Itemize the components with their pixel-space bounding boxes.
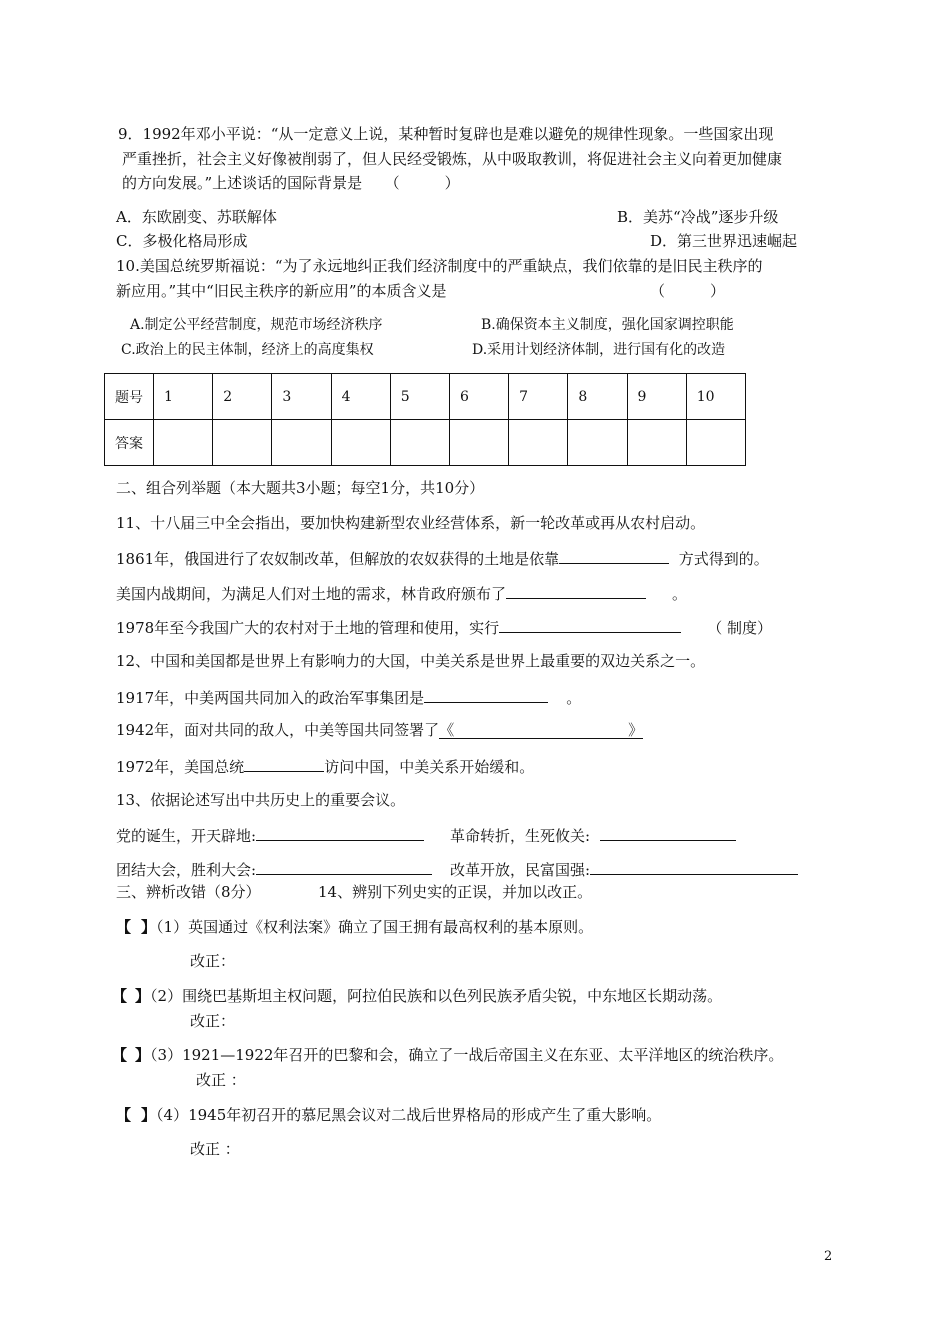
table-number-cell: 8 xyxy=(568,374,627,420)
q13d-blank[interactable] xyxy=(590,858,798,875)
answer-bracket-close: 】 xyxy=(141,1106,157,1124)
q14-item-4 xyxy=(116,1105,661,1125)
q12a-text: 1917年，中美两国共同加入的政治军事集团是 xyxy=(116,689,425,707)
q10-option-c: C.政治上的民主体制，经济上的高度集权 xyxy=(121,342,374,358)
table-number-cell: 2 xyxy=(213,374,272,420)
q14-statement-2: （2）围绕巴基斯坦主权问题，阿拉伯民族和以色列民族矛盾尖锐，中东地区长期动荡。 xyxy=(150,987,723,1005)
q9-option-d: D．第三世界迅速崛起 xyxy=(650,232,798,250)
q12-item-2 xyxy=(116,720,643,740)
answer-bracket-close: 】 xyxy=(135,1046,151,1064)
table-header-number: 题号 xyxy=(105,374,154,420)
answer-table-answer-row xyxy=(105,420,746,466)
q14-item-2 xyxy=(112,986,722,1006)
table-number-cell: 9 xyxy=(627,374,686,420)
q14-stem: 14、辨别下列史实的正误，并加以改正。 xyxy=(318,883,593,901)
q13a-text: 党的诞生，开天辟地: xyxy=(116,827,257,845)
q12b-blank[interactable] xyxy=(439,720,643,739)
q11c-blank[interactable] xyxy=(499,616,681,633)
q11a-suffix: 方式得到的。 xyxy=(678,550,769,568)
answer-cell[interactable] xyxy=(627,420,686,466)
q11c-text: 1978年至今我国广大的农村对于土地的管理和使用，实行 xyxy=(116,619,500,637)
answer-cell[interactable] xyxy=(449,420,508,466)
q12a-suffix: 。 xyxy=(566,689,582,707)
q11-stem: 11、十八届三中全会指出，要加快构建新型农业经营体系，新一轮改革或再从农村启动。 xyxy=(116,514,706,532)
q12a-blank[interactable] xyxy=(424,686,548,703)
q11-item-2 xyxy=(116,582,687,604)
correction-label-4: 改正 ： xyxy=(190,1140,240,1158)
q12-item-1 xyxy=(116,686,581,708)
table-number-cell: 7 xyxy=(509,374,568,420)
answer-bracket-open: 【 xyxy=(112,1046,128,1064)
q13-item-4 xyxy=(450,858,798,880)
q12-stem: 12、中国和美国都是世界上有影响力的大国，中美关系是世界上最重要的双边关系之一。 xyxy=(116,652,706,670)
q12c-suffix: 访问中国，中美关系开始缓和。 xyxy=(324,758,535,776)
q13c-text: 团结大会，胜利大会: xyxy=(116,861,257,879)
q13-item-1 xyxy=(116,824,424,846)
section3-title: 三、辨析改错（8分） xyxy=(116,883,261,901)
q9-option-c: C．多极化格局形成 xyxy=(116,232,248,250)
q11-item-3 xyxy=(116,616,772,638)
q12-item-3 xyxy=(116,755,534,777)
q12c-text: 1972年，美国总统 xyxy=(116,758,245,776)
answer-cell[interactable] xyxy=(331,420,390,466)
q12b-text: 1942年，面对共同的敌人，中美等国共同签署了 xyxy=(116,721,440,739)
q11b-suffix: 。 xyxy=(672,585,688,603)
q12b-open-bracket: 《 xyxy=(439,721,455,739)
q13-item-3 xyxy=(116,858,432,880)
answer-bracket-open: 【 xyxy=(116,918,132,936)
q11-item-1 xyxy=(116,547,769,569)
q13-stem: 13、依据论述写出中共历史上的重要会议。 xyxy=(116,791,406,809)
table-number-cell: 1 xyxy=(154,374,213,420)
answer-bracket-open: 【 xyxy=(112,987,128,1005)
q14-item-1 xyxy=(116,917,593,937)
answer-bracket-close: 】 xyxy=(135,987,151,1005)
q10-answer-bracket: （ ） xyxy=(650,282,726,300)
answer-cell[interactable] xyxy=(154,420,213,466)
answer-cell[interactable] xyxy=(509,420,568,466)
q9-stem-line3: 的方向发展。”上述谈话的国际背景是 （ ） xyxy=(122,174,460,192)
q13b-blank[interactable] xyxy=(600,824,736,841)
table-number-cell: 3 xyxy=(272,374,331,420)
q14-item-3 xyxy=(112,1045,783,1065)
q10-stem-line1: 10.美国总统罗斯福说：“为了永远地纠正我们经济制度中的严重缺点，我们依靠的是旧民主秩序的 xyxy=(116,257,763,275)
answer-cell[interactable] xyxy=(272,420,331,466)
answer-bracket-close: 】 xyxy=(141,918,157,936)
table-number-cell: 4 xyxy=(331,374,390,420)
q14-statement-1: （1）英国通过《权利法案》确立了国王拥有最高权利的基本原则。 xyxy=(156,918,594,936)
q12c-blank[interactable] xyxy=(244,755,324,772)
q11a-blank[interactable] xyxy=(559,547,669,564)
q10-stem-line2: 新应用。”其中“旧民主秩序的新应用”的本质含义是 xyxy=(116,282,447,300)
q9-stem-line1: 9．1992年邓小平说：“从一定意义上说，某种暂时复辟也是难以避免的规律性现象。一些国家出现 xyxy=(118,125,774,143)
q11b-text: 美国内战期间，为满足人们对土地的需求，林肯政府颁布了 xyxy=(116,585,507,603)
answer-table xyxy=(104,373,746,466)
section2-title: 二、组合列举题（本大题共3小题；每空1分，共10分） xyxy=(116,479,485,497)
table-number-cell: 5 xyxy=(390,374,449,420)
q10-option-b: B.确保资本主义制度，强化国家调控职能 xyxy=(481,317,734,333)
q13a-blank[interactable] xyxy=(256,824,424,841)
page-number: 2 xyxy=(824,1249,833,1264)
correction-label-1: 改正： xyxy=(190,952,236,970)
q9-option-a: A．东欧剧变、苏联解体 xyxy=(116,208,277,226)
q14-statement-4: （4）1945年初召开的慕尼黑会议对二战后世界格局的形成产生了重大影响。 xyxy=(156,1106,662,1124)
q9-stem-line2: 严重挫折，社会主义好像被削弱了，但人民经受锻炼，从中吸取教训，将促进社会主义向着更加健康 xyxy=(122,150,783,168)
q14-statement-3: （3）1921—1922年召开的巴黎和会，确立了一战后帝国主义在东亚、太平洋地区的统治秩序。 xyxy=(150,1046,784,1064)
answer-cell[interactable] xyxy=(213,420,272,466)
table-header-answer: 答案 xyxy=(105,420,154,466)
q11c-suffix: （ 制度） xyxy=(707,619,772,637)
q10-option-a: A.制定公平经营制度，规范市场经济秩序 xyxy=(130,317,383,333)
answer-table-number-row xyxy=(105,374,746,420)
q11b-blank[interactable] xyxy=(506,582,646,599)
answer-cell[interactable] xyxy=(390,420,449,466)
answer-bracket-open: 【 xyxy=(116,1106,132,1124)
q11a-text: 1861年，俄国进行了农奴制改革，但解放的农奴获得的土地是依靠 xyxy=(116,550,560,568)
q10-option-d: D.采用计划经济体制，进行国有化的改造 xyxy=(472,342,726,358)
answer-cell[interactable] xyxy=(568,420,627,466)
table-number-cell: 10 xyxy=(686,374,745,420)
q13d-text: 改革开放，民富国强: xyxy=(450,861,591,879)
answer-cell[interactable] xyxy=(686,420,745,466)
q13-item-2 xyxy=(450,824,736,846)
q12b-close-bracket: 》 xyxy=(628,721,644,739)
table-number-cell: 6 xyxy=(449,374,508,420)
correction-label-2: 改正： xyxy=(190,1012,236,1030)
q13c-blank[interactable] xyxy=(256,858,432,875)
correction-label-3: 改正 ： xyxy=(196,1071,246,1089)
q13b-text: 革命转折，生死攸关: xyxy=(450,827,591,845)
q9-option-b: B．美苏“冷战”逐步升级 xyxy=(617,208,779,226)
